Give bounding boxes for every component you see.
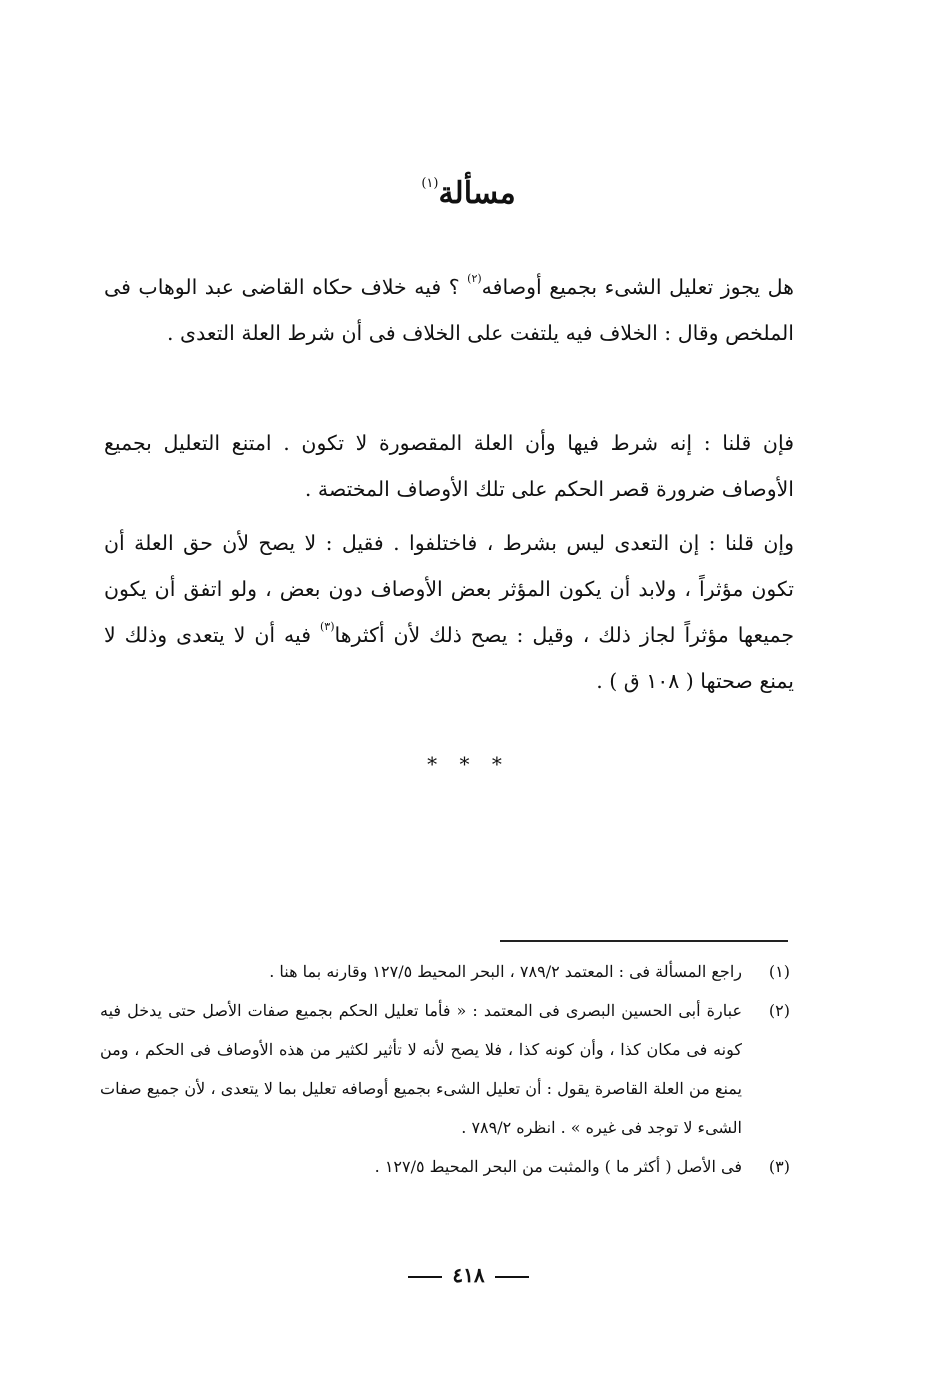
footnote-number: (٣) <box>768 1157 790 1176</box>
footnote-number: (١) <box>768 962 790 981</box>
paragraph-2-text: فإن قلنا : إنه شرط فيها وأن العلة المقصورة لا تكون . امتنع التعليل بجميع الأوصاف ضرورة قصر الحكم على تلك الأوصاف المختصة . <box>104 431 794 501</box>
section-title <box>0 176 937 211</box>
footnote-text: فى الأصل ( أكثر ما ) والمثبت من البحر المحيط ١٢٧/٥ . <box>374 1157 742 1176</box>
paragraph-2 <box>104 420 794 512</box>
paragraph-3-text-b: فيه أن لا يتعدى وذلك لا يمنع صحتها ( ١٠٨ ق ) . <box>104 623 794 693</box>
paragraph-1-text-b: ؟ فيه خلاف حكاه القاضى عبد الوهاب فى الملخص وقال : الخلاف فيه يلتفت على الخلاف فى أن شرط العلة التعدى . <box>104 275 794 345</box>
paragraph-1-footnote-ref: (٢) <box>467 272 482 285</box>
page-number-text: ٤١٨ <box>452 1263 485 1287</box>
paragraph-3-footnote-ref: (٣) <box>320 620 335 633</box>
footnote-3 <box>100 1147 790 1186</box>
footnote-number: (٢) <box>768 1001 790 1020</box>
paragraph-1-text-a: هل يجوز تعليل الشىء بجميع أوصافه <box>481 275 794 299</box>
footnote-text: عبارة أبى الحسين البصرى فى المعتمد : « فأما تعليل الحكم بجميع صفات الأصل حتى يدخل فيه كونه فى مكان كذا ، وأن كونه كذا ، فلا يصح لأنه لا تأثير لكثير من هذه الأوصاف فى الحكم ، ومن يمنع من العلة القاصرة يقول : أن تعليل الشىء بجميع أوصافه تعليل بما لا يتعدى ، لأن جميع صفات الشىء لا توجد فى غيره » . انظره ٧٨٩/٢ . <box>100 1001 743 1137</box>
paragraph-3 <box>104 520 794 704</box>
title-footnote-ref: (١) <box>421 176 439 191</box>
footnote-divider <box>500 940 788 942</box>
section-title-text: مسألة <box>438 176 516 211</box>
footnote-text: راجع المسألة فى : المعتمد ٧٨٩/٢ ، البحر المحيط ١٢٧/٥ وقارنه بما هنا . <box>269 962 742 981</box>
footnote-2 <box>100 991 790 1147</box>
page-number-dash-left <box>408 1276 442 1278</box>
footnote-1 <box>100 952 790 991</box>
page-number <box>0 1263 937 1287</box>
section-separator: * * * <box>427 752 510 776</box>
paragraph-1 <box>104 264 794 356</box>
page-number-dash-right <box>495 1276 529 1278</box>
footnotes-section <box>100 952 790 1186</box>
paragraph-3-text-a: وإن قلنا : إن التعدى ليس بشرط ، فاختلفوا . فقيل : لا يصح لأن حق العلة أن تكون مؤثراً ، ولابد أن يكون المؤثر بعض الأوصاف دون بعض ، ولو اتفق أن يكون جميعها مؤثراً لجاز ذلك ، وقيل : يصح ذلك لأن أكثرها <box>104 531 795 647</box>
